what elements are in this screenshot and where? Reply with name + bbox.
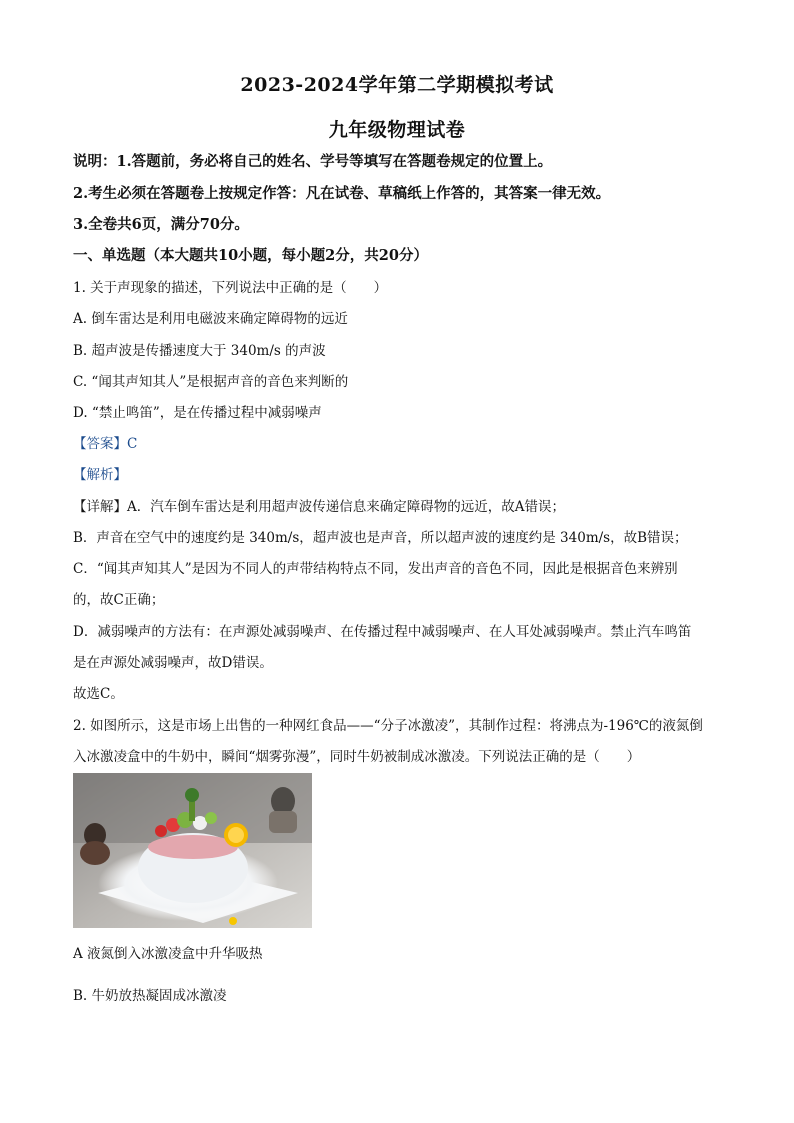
q1-detail-line: 【详解】A．汽车倒车雷达是利用超声波传递信息来确定障碍物的远近，故A错误； <box>73 499 565 515</box>
q2-option-b: B. 牛奶放热凝固成冰激凌 <box>73 988 227 1004</box>
q1-option-b: B. 超声波是传播速度大于 340m/s 的声波 <box>73 343 326 359</box>
q1-option-c: C. “闻其声知其人”是根据声音的音色来判断的 <box>73 374 349 390</box>
q1-option-d: D. “禁止鸣笛”，是在传播过程中减弱噪声 <box>73 405 322 421</box>
q1-stem: 1. 关于声现象的描述，下列说法中正确的是（ ） <box>73 280 388 296</box>
q2-stem-line-1: 2. 如图所示，这是市场上出售的一种网红食品——“分子冰激凌”，其制作过程：将沸点为-196℃的液氮倒 <box>73 718 703 734</box>
q2-stem-line-2: 入冰激凌盒中的牛奶中，瞬间“烟雾弥漫”，同时牛奶被制成冰激凌。下列说法正确的是（ ） <box>73 749 641 765</box>
q2-option-a: A 液氮倒入冰激凌盒中升华吸热 <box>73 946 263 962</box>
exam-title: 2023-2024学年第二学期模拟考试 <box>240 74 554 96</box>
note-3: 3.全卷共6页，满分70分。 <box>73 216 249 233</box>
note-1: 说明：1.答题前，务必将自己的姓名、学号等填写在答题卷规定的位置上。 <box>73 153 553 170</box>
q1-detail-line: D．减弱噪声的方法有：在声源处减弱噪声、在传播过程中减弱噪声、在人耳处减弱噪声。禁止汽车鸣笛 <box>73 624 692 640</box>
ice-cream-photo <box>73 773 312 928</box>
exam-subtitle: 九年级物理试卷 <box>328 119 466 141</box>
q1-answer: 【答案】C <box>73 436 138 452</box>
q1-detail-line: B．声音在空气中的速度约是 340m/s，超声波也是声音，所以超声波的速度约是 340m/s，故B错误； <box>73 530 688 546</box>
q1-detail-line: 是在声源处减弱噪声，故D错误。 <box>73 655 273 671</box>
q1-detail-line: 故选C。 <box>73 686 124 702</box>
q1-detail-line: C．“闻其声知其人”是因为不同人的声带结构特点不同，发出声音的音色不同，因此是根据音色来辨别 <box>73 561 678 577</box>
note-2: 2.考生必须在答题卷上按规定作答：凡在试卷、草稿纸上作答的，其答案一律无效。 <box>73 185 611 202</box>
q1-option-a: A. 倒车雷达是利用电磁波来确定障碍物的远近 <box>73 311 348 327</box>
q1-detail-line: 的，故C正确； <box>73 592 165 608</box>
section-heading: 一、单选题（本大题共10小题，每小题2分，共20分） <box>73 247 428 264</box>
q1-analysis-label: 【解析】 <box>73 467 127 483</box>
